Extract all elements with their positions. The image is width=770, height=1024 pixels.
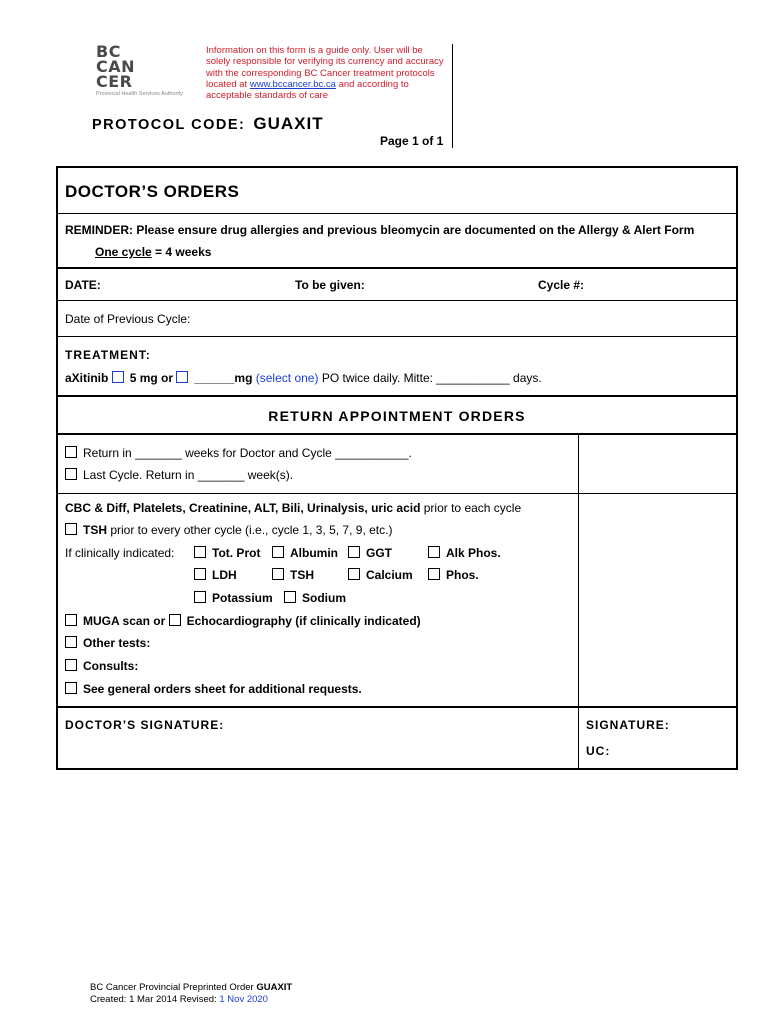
test-potassium <box>194 591 273 605</box>
bccancer-link[interactable]: www.bccancer.bc.ca <box>249 78 336 90</box>
uc-label[interactable]: UC: <box>586 744 611 758</box>
footer-text-1: BC Cancer Provincial Preprinted Order <box>90 982 257 993</box>
return-title: RETURN APPOINTMENT ORDERS <box>268 408 526 424</box>
potassium-label: Potassium <box>212 591 273 605</box>
test-albumin <box>272 546 338 560</box>
cycle-label: One cycle <box>95 245 152 259</box>
disclaimer-text: Information on this form is a guide only. User will be solely responsible for verifying its currency and accuracy with the corresponding BC Cancer treatment protocols located at <box>206 45 444 90</box>
labs-tail: prior to each cycle <box>420 501 522 515</box>
divider <box>58 336 736 337</box>
footer-line-1 <box>90 982 292 994</box>
column-divider <box>578 494 579 707</box>
logo-tagline: Provincial Health Services Authority <box>96 91 183 97</box>
divider <box>58 395 736 397</box>
test-ggt <box>348 546 392 560</box>
header-divider <box>452 44 453 148</box>
return-option-2 <box>65 468 293 482</box>
ldh-checkbox[interactable] <box>194 568 206 580</box>
footer-line-2 <box>90 994 292 1006</box>
cycle-value: = 4 weeks <box>151 245 212 259</box>
other-tests-label: Other tests: <box>83 636 151 650</box>
other-tests-line <box>65 636 150 650</box>
labs-bold: CBC & Diff, Platelets, Creatinine, ALT, Bili, Urinalysis, uric acid <box>65 501 421 515</box>
test-alk-phos <box>428 546 501 560</box>
logo-line-3: CER <box>96 72 133 91</box>
doctors-orders-form <box>56 166 738 770</box>
reminder: REMINDER: Please ensure drug allergies and previous bleomycin are documented on the Allergy & Alert Form <box>65 223 695 237</box>
dose-custom-checkbox[interactable] <box>176 371 188 383</box>
echo-checkbox[interactable] <box>169 614 181 626</box>
cycle-number-label[interactable]: Cycle #: <box>538 278 585 292</box>
select-one-note: (select one) <box>255 371 319 385</box>
cycle-length <box>95 245 211 259</box>
disclaimer-tail: and according to acceptable standards of care <box>206 78 409 102</box>
calcium-label: Calcium <box>366 568 413 582</box>
divider <box>58 300 736 301</box>
tsh-checkbox[interactable] <box>65 523 77 535</box>
return-2-text: Last Cycle. Return in _______ week(s). <box>83 468 294 482</box>
test-tot-prot <box>194 546 260 560</box>
divider <box>58 267 736 269</box>
general-orders-line <box>65 682 362 696</box>
tsh-tail: prior to every other cycle (i.e., cycle 1, 3, 5, 7, 9, etc.) <box>107 523 393 537</box>
alk-phos-checkbox[interactable] <box>428 546 440 558</box>
phos-checkbox[interactable] <box>428 568 440 580</box>
phos-label: Phos. <box>446 568 479 582</box>
column-divider <box>578 708 579 768</box>
signature-label[interactable]: SIGNATURE: <box>586 718 670 732</box>
treatment-label: TREATMENT: <box>65 348 151 362</box>
doctor-signature-label[interactable]: DOCTOR’S SIGNATURE: <box>65 718 225 732</box>
muga-label: MUGA scan or <box>83 614 166 628</box>
bc-cancer-logo <box>96 44 196 97</box>
disclaimer <box>206 45 444 101</box>
footer-revised: 1 Nov 2020 <box>219 994 268 1005</box>
divider <box>58 706 736 708</box>
divider <box>58 213 736 214</box>
other-tests-checkbox[interactable] <box>65 636 77 648</box>
consults-line <box>65 659 138 673</box>
alk-phos-label: Alk Phos. <box>446 546 501 560</box>
drug-name: aXitinib <box>65 371 109 385</box>
ggt-label: GGT <box>366 546 392 560</box>
albumin-checkbox[interactable] <box>272 546 284 558</box>
ldh-label: LDH <box>212 568 237 582</box>
footer-text-2: Created: 1 Mar 2014 Revised: <box>90 994 220 1005</box>
if-clinically-label: If clinically indicated: <box>65 546 175 560</box>
tsh-test-checkbox[interactable] <box>272 568 284 580</box>
test-calcium <box>348 568 413 582</box>
protocol-code-value: GUAXIT <box>253 114 324 133</box>
sodium-label: Sodium <box>302 591 346 605</box>
footer <box>90 982 292 1006</box>
sodium-checkbox[interactable] <box>284 591 296 603</box>
dose-b: ______mg <box>194 371 253 385</box>
test-ldh <box>194 568 237 582</box>
date-label[interactable]: DATE: <box>65 278 101 292</box>
consults-checkbox[interactable] <box>65 659 77 671</box>
muga-checkbox[interactable] <box>65 614 77 626</box>
albumin-label: Albumin <box>290 546 338 560</box>
dose-a: 5 mg or <box>129 371 174 385</box>
test-sodium <box>284 591 346 605</box>
return-1-text: Return in _______ weeks for Doctor and Cycle ___________. <box>83 446 412 460</box>
last-cycle-checkbox[interactable] <box>65 468 77 480</box>
tsh-test-label: TSH <box>290 568 314 582</box>
divider <box>58 493 736 494</box>
divider <box>58 433 736 435</box>
tsh-bold: TSH <box>83 523 107 537</box>
logo-line-1: BC <box>96 42 121 61</box>
treatment-line <box>65 371 542 385</box>
calcium-checkbox[interactable] <box>348 568 360 580</box>
column-divider <box>578 434 579 493</box>
return-in-checkbox[interactable] <box>65 446 77 458</box>
page-number: Page 1 of 1 <box>380 134 444 148</box>
dose-5mg-checkbox[interactable] <box>112 371 124 383</box>
cardiac-line <box>65 614 421 628</box>
return-option-1 <box>65 446 412 460</box>
tot-prot-label: Tot. Prot <box>212 546 261 560</box>
labs-line <box>65 501 521 515</box>
tot-prot-checkbox[interactable] <box>194 546 206 558</box>
form-title: DOCTOR’S ORDERS <box>65 182 240 201</box>
echo-label: Echocardiography (if clinically indicated) <box>186 614 421 628</box>
ggt-checkbox[interactable] <box>348 546 360 558</box>
treatment-tail: PO twice daily. Mitte: ___________ days. <box>321 371 542 385</box>
protocol-label: PROTOCOL CODE: <box>92 117 246 133</box>
general-orders-label: See general orders sheet for additional requests. <box>83 682 362 696</box>
previous-cycle-label[interactable]: Date of Previous Cycle: <box>65 312 191 326</box>
general-orders-checkbox[interactable] <box>65 682 77 694</box>
test-phos <box>428 568 479 582</box>
consults-label: Consults: <box>83 659 139 673</box>
footer-code: GUAXIT <box>256 982 293 993</box>
to-be-given-label[interactable]: To be given: <box>295 278 365 292</box>
test-tsh <box>272 568 314 582</box>
potassium-checkbox[interactable] <box>194 591 206 603</box>
protocol-code <box>92 114 324 134</box>
tsh-line <box>65 523 392 537</box>
logo-line-2: CAN <box>96 57 136 76</box>
